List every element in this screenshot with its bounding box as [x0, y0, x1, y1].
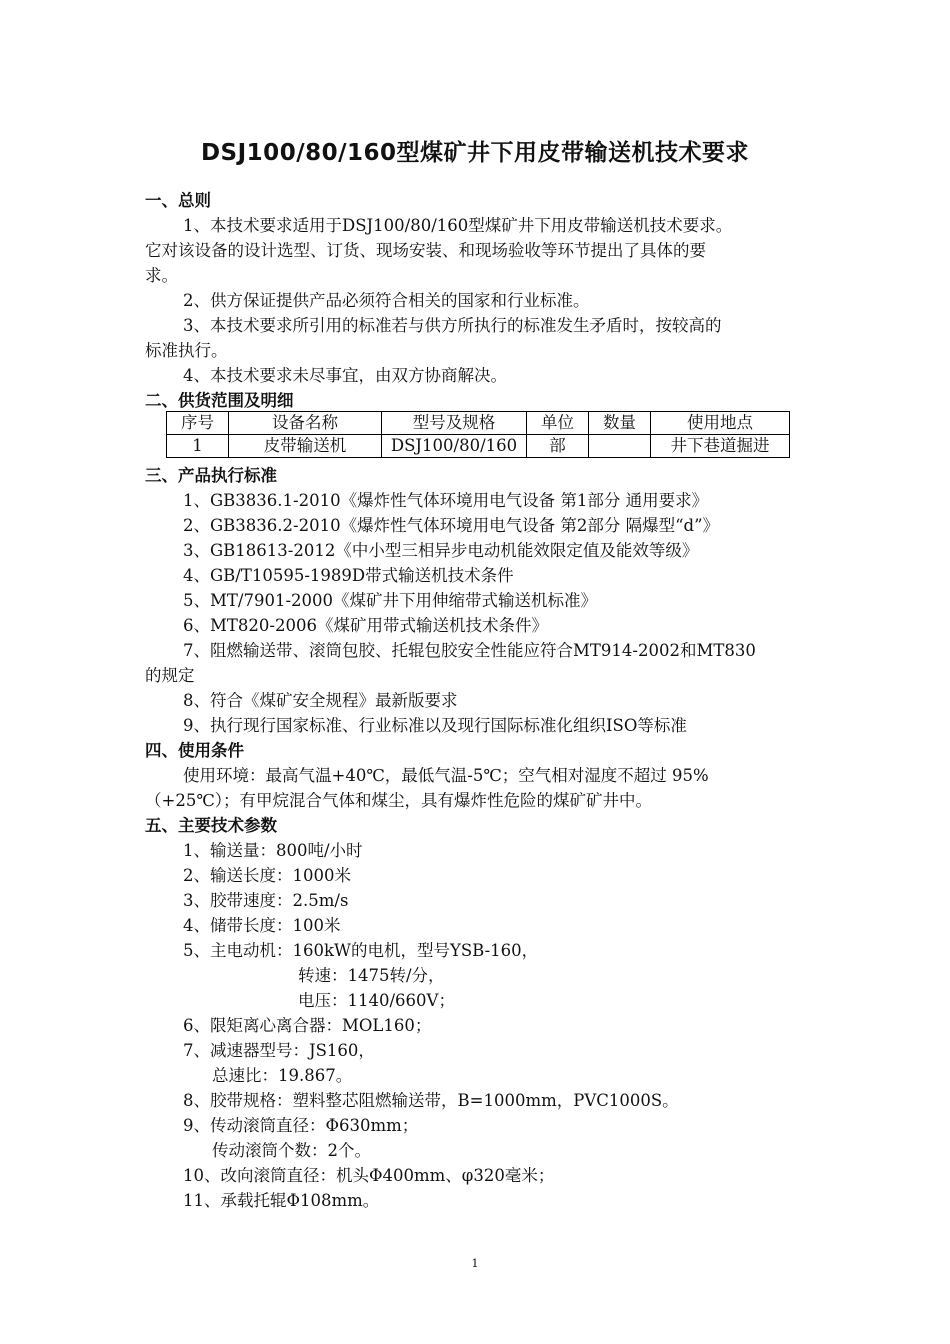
table-row — [167, 435, 790, 458]
paragraph: 标准执行。 — [145, 341, 228, 360]
list-item: 11、承载托辊Φ108mm。 — [183, 1191, 380, 1210]
list-item: 1、GB3836.1-2010《爆炸性气体环境用电气设备 第1部分 通用要求》 — [183, 491, 709, 510]
section-heading-standards: 三、产品执行标准 — [145, 466, 277, 485]
list-item: 的规定 — [145, 666, 195, 685]
table-header-row — [167, 412, 790, 435]
list-item: 8、符合《煤矿安全规程》最新版要求 — [183, 691, 458, 710]
paragraph: （+25℃）；有甲烷混合气体和煤尘，具有爆炸性危险的煤矿矿井中。 — [145, 791, 653, 810]
list-item: 10、改向滚筒直径：机头Φ400mm、φ320毫米； — [183, 1166, 555, 1185]
table-cell: 1 — [167, 435, 229, 458]
list-item: 1、输送量：800吨/小时 — [183, 841, 363, 860]
table-cell: DSJ100/80/160 — [382, 435, 527, 458]
list-item: 3、GB18613-2012《中小型三相异步电动机能效限定值及能效等级》 — [183, 541, 699, 560]
list-item: 传动滚筒个数：2个。 — [212, 1141, 371, 1160]
list-item: 转速：1475转/分， — [298, 966, 445, 985]
supply-table — [166, 411, 790, 458]
list-item: 4、储带长度：100米 — [183, 916, 341, 935]
list-item: 2、GB3836.2-2010《爆炸性气体环境用电气设备 第2部分 隔爆型“d”》 — [183, 516, 720, 535]
paragraph: 求。 — [145, 266, 178, 285]
list-item: 7、减速器型号：JS160， — [183, 1041, 375, 1060]
table-header-cell: 型号及规格 — [382, 412, 527, 435]
table-header-cell: 设备名称 — [229, 412, 382, 435]
list-item: 9、执行现行国家标准、行业标准以及现行国际标准化组织ISO等标准 — [183, 716, 687, 735]
page-number: 1 — [471, 1257, 479, 1270]
list-item: 9、传动滚筒直径：Φ630mm； — [183, 1116, 419, 1135]
table-cell: 井下巷道掘进 — [651, 435, 790, 458]
section-heading-parameters: 五、主要技术参数 — [145, 816, 277, 835]
paragraph: 4、本技术要求未尽事宜，由双方协商解决。 — [183, 366, 507, 385]
table-header-cell: 序号 — [167, 412, 229, 435]
section-heading-general: 一、总则 — [145, 191, 211, 210]
paragraph: 它对该设备的设计选型、订货、现场安装、和现场验收等环节提出了具体的要 — [145, 241, 706, 260]
list-item: 4、GB/T10595-1989D带式输送机技术条件 — [183, 566, 514, 585]
list-item: 电压：1140/660V； — [298, 991, 455, 1010]
table-header-cell: 数量 — [589, 412, 651, 435]
table-header-cell: 单位 — [527, 412, 589, 435]
table-header-cell: 使用地点 — [651, 412, 790, 435]
list-item: 总速比：19.867。 — [212, 1066, 353, 1085]
document-title: DSJ100/80/160型煤矿井下用皮带输送机技术要求 — [200, 140, 750, 166]
list-item: 8、胶带规格：塑料整芯阻燃输送带，B=1000mm，PVC1000S。 — [183, 1091, 679, 1110]
section-heading-supply: 二、供货范围及明细 — [145, 391, 294, 410]
section-heading-conditions: 四、使用条件 — [145, 741, 244, 760]
table-cell: 皮带输送机 — [229, 435, 382, 458]
list-item: 3、胶带速度：2.5m/s — [183, 891, 349, 910]
paragraph: 2、供方保证提供产品必须符合相关的国家和行业标准。 — [183, 291, 590, 310]
paragraph: 3、本技术要求所引用的标准若与供方所执行的标准发生矛盾时，按较高的 — [183, 316, 722, 335]
list-item: 6、MT820-2006《煤矿用带式输送机技术条件》 — [183, 616, 548, 635]
table-cell: 部 — [527, 435, 589, 458]
list-item: 2、输送长度：1000米 — [183, 866, 351, 885]
list-item: 5、MT/7901-2000《煤矿井下用伸缩带式输送机标准》 — [183, 591, 598, 610]
list-item: 5、主电动机：160kW的电机，型号YSB-160， — [183, 941, 539, 960]
table-cell — [589, 435, 651, 458]
list-item: 6、限矩离心离合器：MOL160； — [183, 1016, 432, 1035]
list-item: 7、阻燃输送带、滚筒包胶、托辊包胶安全性能应符合MT914-2002和MT830 — [183, 641, 756, 660]
paragraph: 使用环境：最高气温+40℃，最低气温-5℃；空气相对湿度不超过 95% — [183, 766, 709, 785]
paragraph: 1、本技术要求适用于DSJ100/80/160型煤矿井下用皮带输送机技术要求。 — [183, 216, 733, 235]
